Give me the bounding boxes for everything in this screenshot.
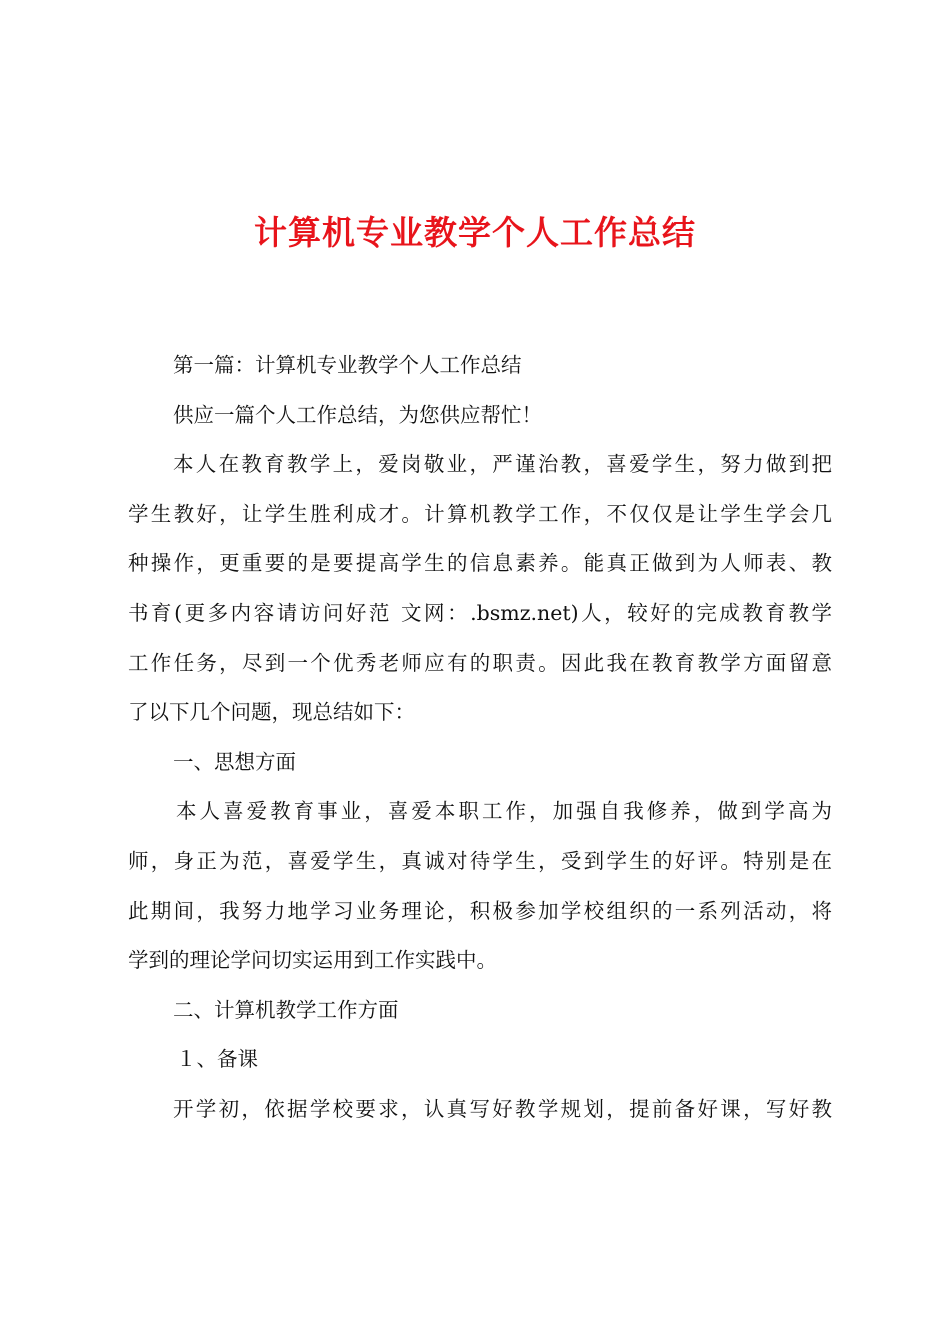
section-heading: 二、计算机教学工作方面 (173, 997, 399, 1022)
body-line: 供应一篇个人工作总结，为您供应帮忙！ (173, 402, 542, 427)
section-heading: 第一篇：计算机专业教学个人工作总结 (173, 353, 522, 377)
body-line: 学到的理论学问切实运用到工作实践中。 (128, 948, 497, 973)
body-line: 工作任务，尽到一个优秀老师应有的职责。因此我在教育教学方面留意 (128, 650, 832, 675)
body-line: 种操作，更重要的是要提高学生的信息素养。能真正做到为人师表、教 (128, 551, 832, 576)
body-line: 学生教好，让学生胜利成才。计算机教学工作，不仅仅是让学生学会几 (128, 501, 832, 526)
body-line: 此期间，我努力地学习业务理论，积极参加学校组织的一系列活动，将 (128, 898, 832, 923)
body-line: 本人喜爱教育事业，喜爱本职工作，加强自我修养，做到学高为 (176, 799, 832, 824)
document-body (128, 341, 832, 1135)
body-line: 开学初，依据学校要求，认真写好教学规划，提前备好课，写好教 (173, 1096, 832, 1121)
section-heading: 一、思想方面 (173, 749, 296, 774)
subsection-heading: １、备课 (176, 1047, 258, 1072)
body-line: 师，身正为范，喜爱学生，真诚对待学生，受到学生的好评。特别是在 (128, 848, 832, 873)
body-line: 了以下几个问题，现总结如下： (128, 700, 415, 725)
body-line: 本人在教育教学上，爱岗敬业，严谨治教，喜爱学生，努力做到把 (173, 452, 832, 477)
document-title: 计算机专业教学个人工作总结 (254, 213, 696, 252)
body-line: 书育(更多内容请访问好范 文网：.bsmz.net)人，较好的完成教育教学 (128, 600, 832, 625)
